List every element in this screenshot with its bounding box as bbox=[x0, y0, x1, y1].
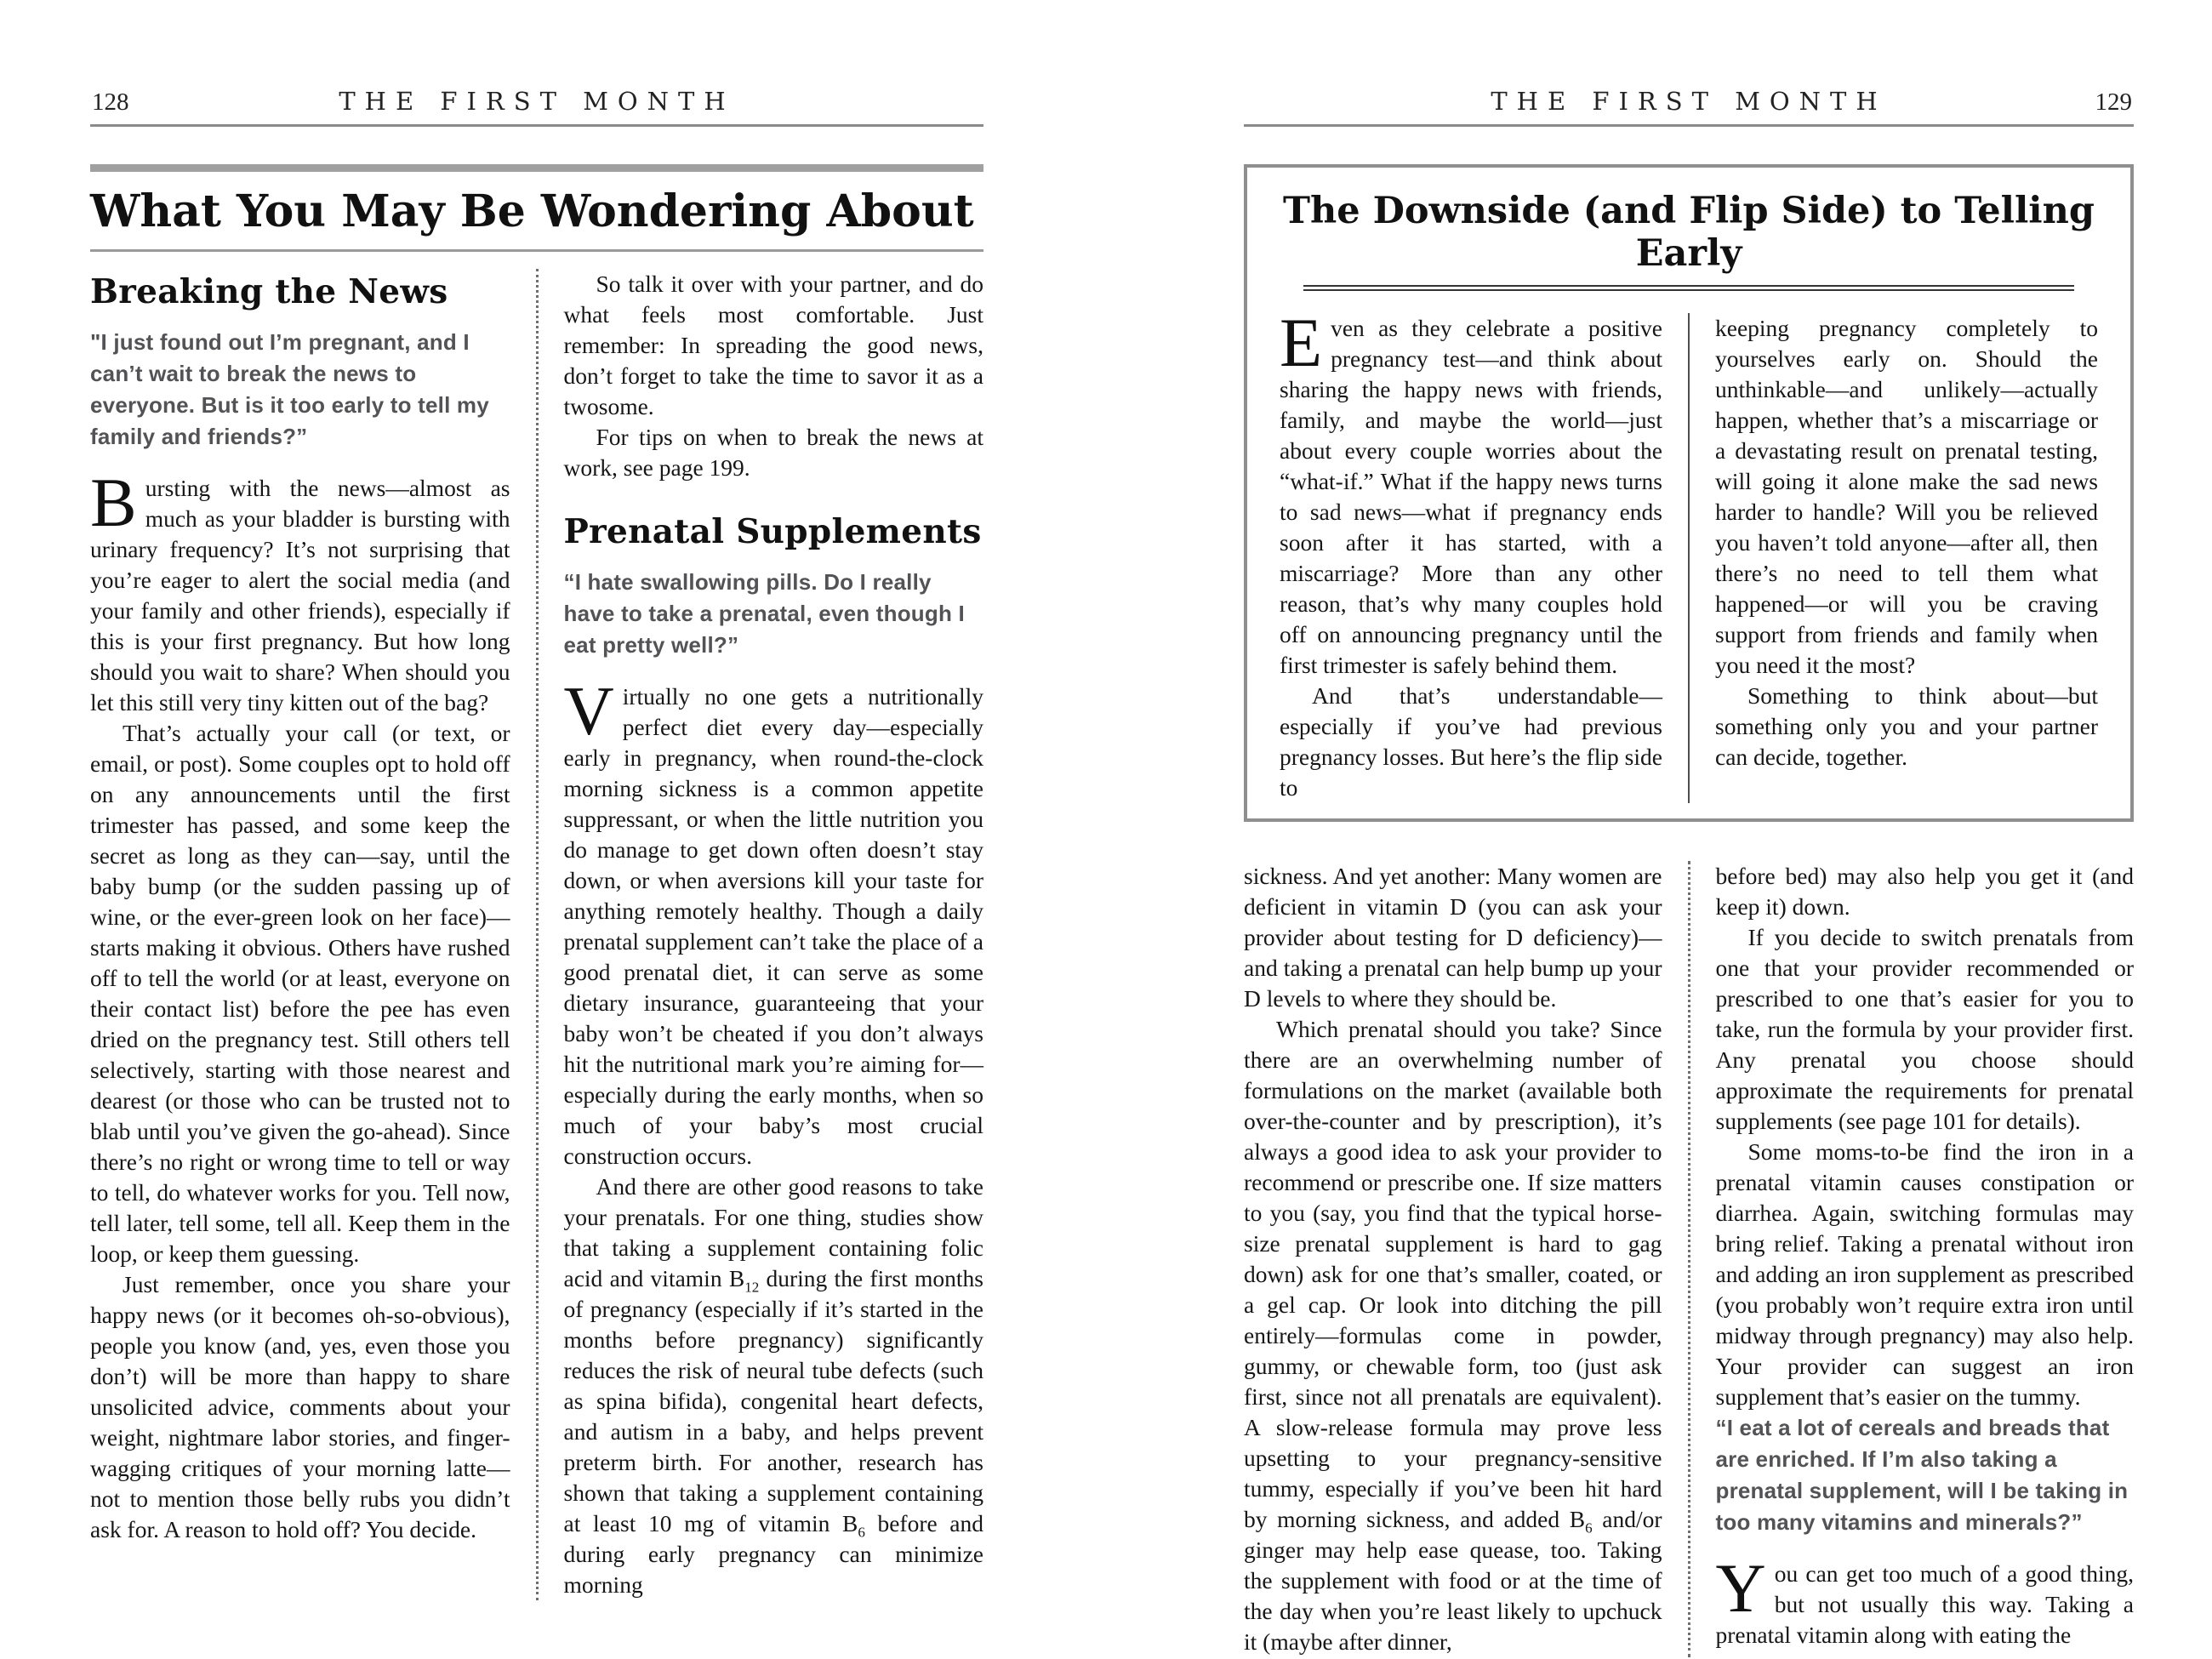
running-head-title: THE FIRST MONTH bbox=[1491, 87, 1887, 116]
downside-box bbox=[1244, 164, 2134, 822]
column-right bbox=[1716, 861, 2135, 1657]
column-divider-dotted bbox=[536, 269, 539, 1600]
page-number: 129 bbox=[2095, 88, 2132, 116]
body-paragraph: And there are other good reasons to take your prenatals. For one thing, studies show that taking a supplement containing folic acid and vitamin $B_{12}$ during the first months of pregnancy (especially if it’s started in the months before pregnancy) significantly reduces the risk of neural tube defects (such as spina bifida), congenital heart defects, and autism in a baby, and helps prevent preterm birth. For another, research has shown that taking a supplement containing at least 10 mg of vitamin $B_6$ before and during early pregnancy can minimize morning bbox=[563, 1173, 983, 1598]
columns bbox=[90, 269, 983, 1600]
column-divider-dotted bbox=[1688, 861, 1690, 1657]
body-paragraph: For tips on when to break the news at work, see page 199. bbox=[563, 424, 983, 481]
reader-question: “I eat a lot of cereals and breads that are enriched. If I’m also taking a prenatal supplement, will I be taking in too many vitamins and minerals?” bbox=[1715, 1415, 2129, 1535]
body-paragraph: Which prenatal should you take? Since there are an overwhelming number of formulations on the market (available both over-the-counter and by prescription), it’s always a good idea to ask your provider to recommend or prescribe one. If size matters to you (say, you find that the typical horse-size prenatal supplement is hard to gag down) ask for one that’s smaller, coated, or a gel cap. Or look into ditching the pill entirely—formulas come in powder, gummy, or chewable form, too (just ask first, since not all prenatals are equivalent). A slow-release formula may prove less upsetting to your pregnancy-sensitive tummy, especially if you’ve been hit hard by morning sickness, and added $B_6$ and/or ginger may help ease quease, too. Taking the supplement with food or at the time of the day when you’re least likely to upchuck it (maybe after dinner, bbox=[1244, 1016, 1662, 1655]
body-paragraph: Some moms-to-be find the iron in a prenatal vitamin causes constipation or diarrhea. Again, switching formulas may bring relief. Taking a prenatal without iron and adding an iron supplement as prescribed (you probably won’t require extra iron until midway through pregnancy) may also help. Your provider can suggest an iron supplement that’s easier on the tummy. bbox=[1715, 1138, 2134, 1410]
column-right bbox=[564, 269, 984, 1600]
body-paragraph: Something to think about—but something only you and your partner can decide, together. bbox=[1715, 682, 2098, 770]
columns bbox=[1244, 861, 2134, 1657]
body-paragraph: sickness. And yet another: Many women are deficient in vitamin D (you can ask your provider about testing for D deficiency)—and taking a prenatal can help bump up your D levels to where they should be. bbox=[1244, 863, 1662, 1012]
running-head bbox=[90, 85, 983, 127]
box-column-right bbox=[1715, 313, 2098, 803]
body-paragraph: before bed) may also help you get it (and keep it) down. bbox=[1715, 863, 2134, 920]
running-head-title: THE FIRST MONTH bbox=[339, 87, 735, 116]
drop-cap: V bbox=[563, 672, 614, 750]
section-heading: Prenatal Supplements bbox=[563, 512, 982, 551]
reader-question: “I hate swallowing pills. Do I really have to take a prenatal, even though I eat pretty well?” bbox=[563, 569, 965, 658]
body-paragraph: If you decide to switch prenatals from one that your provider recommended or prescribed to one that’s easier for you to take, run the formula by your provider first. Any prenatal you choose should approximate the requirements for prenatal supplements (see page 101 for details). bbox=[1715, 924, 2134, 1134]
body-paragraph: Just remember, once you share your happy news (or it becomes oh-so-obvious), people you know (and, yes, even those you don’t) will be more than happy to share unsolicited advice, comments about your weight, nightmare labor stories, and finger-wagging critiques of your morning latte—not to mention those belly rubs you didn’t ask for. A reason to hold off? You decide. bbox=[90, 1271, 510, 1542]
body-paragraph: So talk it over with your partner, and do what feels most comfortable. Just remember: In spreading the good news, don’t forget to take the time to savor it as a twosome. bbox=[563, 271, 983, 419]
body-paragraph: Virtually no one gets a nutritionally perfect diet every day—especially early in pregnancy, when round-the-clock morning sickness is a common appetite suppressant, or when the little nutrition you do manage to get down often doesn’t stay down, or when aversions kill your taste for anything remotely healthy. Though a daily prenatal supplement can’t take the place of a good prenatal diet, it can serve as some dietary insurance, guaranteeing that your baby won’t be cheated if you don’t always hit the nutritional mark you’re aiming for—especially during the early months, when so much of your baby’s most crucial construction occurs. bbox=[563, 672, 983, 1169]
box-title-rule bbox=[1303, 285, 2074, 291]
drop-cap: E bbox=[1280, 304, 1323, 381]
body-paragraph: You can get too much of a good thing, but not usually this way. Taking a prenatal vitamin along with eating the bbox=[1715, 1549, 2134, 1648]
column-left bbox=[1244, 861, 1662, 1657]
column-left bbox=[90, 269, 510, 1600]
body-paragraph: keeping pregnancy completely to yourselves early on. Should the unthinkable—and unlikely—actually happen, whether that’s a miscarriage or a devastating result on prenatal testing, will going it alone make the sad news harder to handle? Will you be relieved you haven’t told anyone—after all, then there’s no need to tell them what happened—or will you be craving support from friends and family when you need it the most? bbox=[1715, 315, 2098, 678]
page-left bbox=[90, 85, 983, 1600]
page-right bbox=[1244, 85, 2134, 1657]
box-column-left bbox=[1280, 304, 1662, 803]
box-columns bbox=[1280, 304, 2098, 803]
box-title: The Downside (and Flip Side) to Telling Early bbox=[1283, 190, 2095, 275]
reader-question: "I just found out I’m pregnant, and I can’t wait to break the news to everyone. But is it too early to tell my family and friends?” bbox=[90, 329, 489, 449]
body-paragraph: That’s actually your call (or text, or email, or post). Some couples opt to hold off on any announcements until the first trimester has passed, and some keep the secret as long as they can—say, until the baby bump (or the sudden passing up of wine, or the ever-green look on her face)—starts making it obvious. Others have rushed off to tell the world (or at least, everyone on their contact list) before the pee has even dried on the pregnancy test. Still others tell selectively, starting with those nearest and dearest (or those who can be trusted not to blab until you’ve given the go-ahead). Since there’s no right or wrong time to tell or way to tell, do whatever works for you. Tell now, tell later, tell some, tell all. Keep them in the loop, or keep them guessing. bbox=[90, 720, 510, 1267]
drop-cap: Y bbox=[1715, 1549, 1766, 1627]
section-bar bbox=[90, 164, 983, 172]
body-paragraph: Bursting with the news—almost as much as your bladder is bursting with urinary frequency? It’s not surprising that you’re eager to alert the social media (and your family and other friends), especially if this is your first pregnancy. But how long should you wait to share? When should you let this still very tiny kitten out of the bag? bbox=[90, 464, 510, 715]
page-title: What You May Be Wondering About bbox=[90, 185, 974, 237]
body-paragraph: And that’s understandable—especially if you’ve had previous pregnancy losses. But here’s the flip side to bbox=[1280, 682, 1662, 801]
page-number: 128 bbox=[92, 88, 129, 116]
body-paragraph: Even as they celebrate a positive pregnancy test—and think about sharing the happy news with friends, family, and maybe the world—just about every couple worries about the “what-if.” What if the happy news turns to sad news—what if pregnancy ends soon after it has started, with a miscarriage? More than any other reason, that’s why many couples hold off on announcing pregnancy until the first trimester is safely behind them. bbox=[1280, 304, 1662, 678]
title-rule bbox=[90, 249, 983, 252]
box-column-divider bbox=[1688, 313, 1690, 803]
drop-cap: B bbox=[90, 464, 137, 541]
section-heading: Breaking the News bbox=[90, 272, 448, 311]
running-head bbox=[1244, 85, 2134, 127]
